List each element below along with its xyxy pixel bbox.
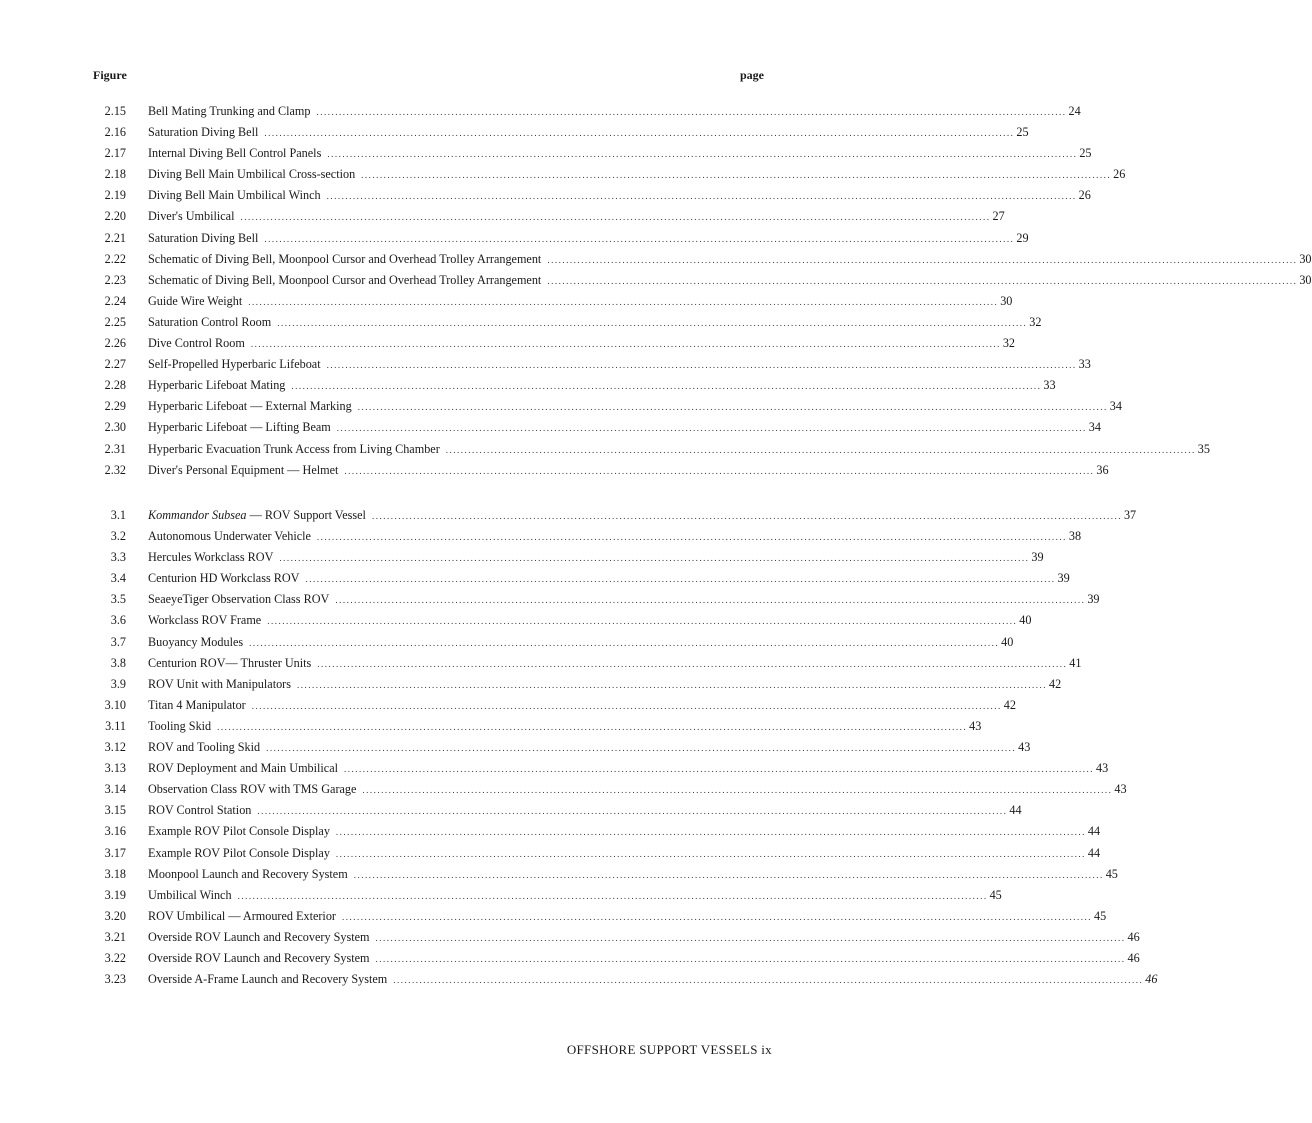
figure-number: 3.18 <box>104 866 126 881</box>
figure-list-section-3 <box>0 505 1158 990</box>
figure-title: ROV Control Station <box>148 803 252 818</box>
dot-leader: ........................................................................................................................................................................................................ <box>371 511 1122 521</box>
page-number: 43 <box>1114 782 1127 797</box>
figure-title: Example ROV Pilot Console Display <box>148 824 330 839</box>
toc-entry[interactable] <box>0 610 1032 631</box>
figure-title: Overside A-Frame Launch and Recovery System <box>148 972 388 987</box>
page-number: 27 <box>992 209 1005 224</box>
toc-entry[interactable] <box>0 843 1101 864</box>
dot-leader: ........................................................................................................................................................................................................ <box>251 700 1002 711</box>
page-number: 40 <box>1001 634 1014 649</box>
dot-leader: ........................................................................................................................................................................................................ <box>335 595 1086 606</box>
page-number: 44 <box>1009 803 1022 818</box>
page-number: 29 <box>1016 230 1029 245</box>
figure-number: 2.23 <box>104 272 126 287</box>
figure-number: 2.29 <box>104 399 126 414</box>
dot-leader: ........................................................................................................................................................................................................ <box>267 616 1018 627</box>
toc-entry[interactable] <box>0 333 1016 354</box>
page-number: 44 <box>1087 845 1101 860</box>
figure-number: 3.9 <box>110 676 126 691</box>
page-number: 32 <box>1029 314 1042 329</box>
figure-title: ROV and Tooling Skid <box>148 740 261 755</box>
figure-title: Saturation Control Room <box>148 314 272 329</box>
page-number: 35 <box>1197 441 1210 456</box>
dot-leader: ........................................................................................................................................................................................................ <box>336 423 1087 434</box>
figure-title: Centurion HD Workclass ROV <box>148 571 300 586</box>
toc-entry[interactable] <box>0 439 1210 460</box>
page-number: 24 <box>1068 104 1081 118</box>
page-number: 39 <box>1031 550 1044 565</box>
page-number: 46 <box>1127 950 1140 965</box>
figure-number: 3.7 <box>110 634 126 649</box>
dot-leader: ........................................................................................................................................................................................................ <box>237 890 988 901</box>
dot-leader: ........................................................................................................................................................................................................ <box>335 848 1086 859</box>
dot-leader: ........................................................................................................................................................................................................ <box>547 275 1298 286</box>
page-column-header: page <box>740 68 764 82</box>
figure-title: Saturation Diving Bell <box>148 125 259 140</box>
toc-entry[interactable] <box>0 228 1029 249</box>
page-number: 30 <box>1000 293 1013 308</box>
dot-leader: ........................................................................................................................................................................................................ <box>341 911 1092 922</box>
figure-number: 2.22 <box>104 251 126 266</box>
dot-leader: ........................................................................................................................................................................................................ <box>361 170 1112 181</box>
figure-number: 3.8 <box>110 655 126 670</box>
toc-entry[interactable] <box>0 821 1101 842</box>
toc-entry[interactable] <box>0 927 1140 948</box>
toc-entry[interactable] <box>0 716 982 737</box>
figure-title: Titan 4 Manipulator <box>148 697 246 712</box>
figure-title: Diver's Umbilical <box>148 209 235 224</box>
figure-number: 2.24 <box>104 293 126 308</box>
page-number: 45 <box>1093 908 1107 923</box>
figure-number: 3.2 <box>110 529 126 544</box>
figure-number: 3.3 <box>110 550 126 565</box>
page-number: 34 <box>1109 399 1122 414</box>
page-number: 26 <box>1078 188 1091 203</box>
toc-entry[interactable] <box>0 460 1109 481</box>
toc-entry[interactable] <box>0 906 1107 927</box>
dot-leader: ........................................................................................................................................................................................................ <box>375 932 1126 943</box>
dot-leader: ........................................................................................................................................................................................................ <box>296 679 1047 690</box>
figure-title: Diving Bell Main Umbilical Cross-section <box>148 167 356 182</box>
toc-entry[interactable] <box>0 779 1127 800</box>
figure-title: Saturation Diving Bell <box>148 230 259 245</box>
figure-title <box>148 505 366 526</box>
toc-entry[interactable] <box>0 396 1122 417</box>
page-number: 26 <box>1113 167 1126 182</box>
figure-title: Hyperbaric Lifeboat — External Marking <box>148 399 352 414</box>
figure-number: 3.4 <box>110 571 126 586</box>
figure-number: 3.20 <box>104 908 126 923</box>
figure-title: ROV Unit with Manipulators <box>148 676 291 691</box>
dot-leader: ........................................................................................................................................................................................................ <box>547 254 1298 265</box>
figure-title: ROV Deployment and Main Umbilical <box>148 761 339 776</box>
page-number: 39 <box>1087 592 1100 607</box>
page-number: 43 <box>1018 740 1031 755</box>
page-number: 46 <box>1127 929 1140 944</box>
dot-leader: ........................................................................................................................................................................................................ <box>249 637 1000 648</box>
page-number: 46 <box>1145 972 1158 987</box>
dot-leader: ........................................................................................................................................................................................................ <box>266 743 1017 754</box>
figure-number: 2.20 <box>104 209 126 224</box>
page-number: 30 <box>1299 272 1312 287</box>
figure-number: 2.18 <box>104 167 126 182</box>
dot-leader: ........................................................................................................................................................................................................ <box>316 532 1067 543</box>
toc-entry[interactable] <box>0 505 1137 526</box>
toc-entry[interactable] <box>0 526 1082 547</box>
toc-entry[interactable] <box>0 800 1022 821</box>
figure-number: 3.5 <box>110 592 126 607</box>
dot-leader: ........................................................................................................................................................................................................ <box>316 107 1067 117</box>
dot-leader: ........................................................................................................................................................................................................ <box>317 658 1068 669</box>
toc-entry[interactable] <box>0 375 1056 396</box>
toc-entry[interactable] <box>0 206 1005 227</box>
dot-leader: ........................................................................................................................................................................................................ <box>357 402 1108 413</box>
figure-number: 3.6 <box>110 613 126 628</box>
toc-entry[interactable] <box>0 354 1091 375</box>
toc-entry[interactable] <box>0 143 1092 164</box>
figure-title: Hercules Workclass ROV <box>148 550 274 565</box>
figure-number: 3.21 <box>104 929 126 944</box>
dot-leader: ........................................................................................................................................................................................................ <box>445 444 1196 455</box>
figure-title: Self-Propelled Hyperbaric Lifeboat <box>148 357 321 372</box>
figure-number: 3.23 <box>104 972 126 987</box>
figure-title: Workclass ROV Frame <box>148 613 262 628</box>
page-number: 34 <box>1088 420 1101 435</box>
dot-leader: ........................................................................................................................................................................................................ <box>393 975 1144 986</box>
page-number: 32 <box>1002 336 1016 351</box>
toc-entry[interactable] <box>0 547 1044 568</box>
toc-entry[interactable] <box>0 885 1002 906</box>
toc-entry[interactable] <box>0 185 1091 206</box>
toc-entry[interactable] <box>0 270 1312 291</box>
toc-entry[interactable] <box>0 101 1081 122</box>
dot-leader: ........................................................................................................................................................................................................ <box>279 553 1030 564</box>
figure-number: 3.19 <box>104 887 126 902</box>
dot-leader: ........................................................................................................................................................................................................ <box>257 806 1008 817</box>
running-footer: OFFSHORE SUPPORT VESSELS ix <box>566 1042 772 1057</box>
figure-title: Example ROV Pilot Console Display <box>148 845 330 860</box>
toc-entry[interactable] <box>0 312 1042 333</box>
page-number: 25 <box>1079 146 1092 161</box>
toc-entry[interactable] <box>0 249 1312 270</box>
page-number: 30 <box>1299 251 1312 266</box>
toc-entry[interactable] <box>0 653 1082 674</box>
page-number: 45 <box>989 887 1002 902</box>
figure-column-header: Figure <box>93 68 127 82</box>
figure-number: 2.30 <box>104 420 126 435</box>
dot-leader: ........................................................................................................................................................................................................ <box>291 381 1042 392</box>
toc-entry[interactable] <box>0 674 1062 695</box>
dot-leader: ........................................................................................................................................................................................................ <box>362 785 1113 796</box>
figure-title: Hyperbaric Lifeboat Mating <box>148 378 286 393</box>
page-number: 33 <box>1078 357 1091 372</box>
page-number: 36 <box>1096 462 1109 477</box>
figure-number: 2.21 <box>104 230 126 245</box>
vessel-name: Kommandor Subsea <box>148 508 247 522</box>
dot-leader: ........................................................................................................................................................................................................ <box>375 953 1126 964</box>
dot-leader: ........................................................................................................................................................................................................ <box>326 360 1077 371</box>
figure-title: Tooling Skid <box>148 718 212 733</box>
toc-entry[interactable] <box>0 164 1126 185</box>
dot-leader: ........................................................................................................................................................................................................ <box>326 191 1077 202</box>
page-number: 33 <box>1043 378 1056 393</box>
toc-entry[interactable] <box>0 737 1031 758</box>
toc-entry[interactable] <box>0 948 1140 969</box>
figure-title: Hyperbaric Evacuation Trunk Access from Living Chamber <box>148 441 440 456</box>
figure-number: 2.27 <box>104 357 126 372</box>
figure-number: 3.16 <box>104 824 126 839</box>
figure-number: 3.22 <box>104 950 126 965</box>
page-number: 42 <box>1048 676 1062 691</box>
figure-title: Hyperbaric Lifeboat — Lifting Beam <box>148 420 331 435</box>
figure-title: Moonpool Launch and Recovery System <box>148 866 348 881</box>
figure-number: 3.11 <box>105 718 126 733</box>
dot-leader: ........................................................................................................................................................................................................ <box>217 721 968 732</box>
dot-leader: ........................................................................................................................................................................................................ <box>250 339 1001 350</box>
toc-entry[interactable] <box>0 632 1014 653</box>
figure-number: 3.14 <box>104 782 126 797</box>
page-number: 39 <box>1057 571 1070 586</box>
figure-title: Dive Control Room <box>148 336 245 351</box>
figure-number: 3.13 <box>104 761 126 776</box>
page-number: 42 <box>1003 697 1016 712</box>
figure-number: 2.26 <box>104 336 126 351</box>
page-number: 25 <box>1016 125 1029 140</box>
toc-entry[interactable] <box>0 969 1158 990</box>
figure-list-section-2 <box>0 101 1312 481</box>
figure-number: 2.28 <box>104 378 126 393</box>
figure-title-rest: — ROV Support Vessel <box>246 508 366 522</box>
page-number: 37 <box>1123 508 1137 522</box>
figure-title: Guide Wire Weight <box>148 293 243 308</box>
dot-leader: ........................................................................................................................................................................................................ <box>353 869 1104 880</box>
page-number: 40 <box>1019 613 1032 628</box>
figure-title: Overside ROV Launch and Recovery System <box>148 950 370 965</box>
figure-number: 2.31 <box>104 441 126 456</box>
page-number: 43 <box>1096 761 1109 776</box>
figure-title: Bell Mating Trunking and Clamp <box>148 104 311 118</box>
figure-title: Diver's Personal Equipment — Helmet <box>148 462 339 477</box>
figure-title: Schematic of Diving Bell, Moonpool Cursor and Overhead Trolley Arrangement <box>148 272 542 287</box>
dot-leader: ........................................................................................................................................................................................................ <box>327 149 1078 160</box>
figure-title: Umbilical Winch <box>148 887 232 902</box>
page-number: 44 <box>1087 824 1101 839</box>
figure-title: Internal Diving Bell Control Panels <box>148 146 322 161</box>
figure-title: Schematic of Diving Bell, Moonpool Cursor and Overhead Trolley Arrangement <box>148 251 542 266</box>
figure-number: 3.1 <box>110 508 126 522</box>
toc-entry[interactable] <box>0 291 1013 312</box>
figure-number: 2.16 <box>104 125 126 140</box>
dot-leader: ........................................................................................................................................................................................................ <box>344 465 1095 476</box>
figure-number: 2.15 <box>104 104 126 118</box>
figure-number: 3.10 <box>104 697 126 712</box>
toc-entry[interactable] <box>0 122 1029 143</box>
page-number: 43 <box>969 718 982 733</box>
figure-number: 3.12 <box>104 740 126 755</box>
dot-leader: ........................................................................................................................................................................................................ <box>264 128 1015 139</box>
figure-title: Observation Class ROV with TMS Garage <box>148 782 357 797</box>
figure-title: Centurion ROV— Thruster Units <box>148 655 312 670</box>
page-number: 38 <box>1068 529 1082 544</box>
dot-leader: ........................................................................................................................................................................................................ <box>264 233 1015 244</box>
toc-entry[interactable] <box>0 864 1118 885</box>
page-number: 45 <box>1105 866 1118 881</box>
dot-leader: ........................................................................................................................................................................................................ <box>277 317 1028 328</box>
figure-title: Overside ROV Launch and Recovery System <box>148 929 370 944</box>
page-number: 41 <box>1069 655 1082 670</box>
dot-leader: ........................................................................................................................................................................................................ <box>240 212 991 223</box>
toc-entry[interactable] <box>0 695 1016 716</box>
figure-number: 2.25 <box>104 314 126 329</box>
figure-title: SeaeyeTiger Observation Class ROV <box>148 592 330 607</box>
toc-entry[interactable] <box>0 589 1100 610</box>
figure-title: Buoyancy Modules <box>148 634 244 649</box>
figure-number: 3.17 <box>104 845 126 860</box>
figure-title: Diving Bell Main Umbilical Winch <box>148 188 321 203</box>
toc-entry[interactable] <box>0 568 1070 589</box>
figure-title: Autonomous Underwater Vehicle <box>148 529 311 544</box>
dot-leader: ........................................................................................................................................................................................................ <box>344 764 1095 775</box>
dot-leader: ........................................................................................................................................................................................................ <box>305 574 1056 585</box>
figure-number: 2.32 <box>104 462 126 477</box>
figure-number: 2.19 <box>104 188 126 203</box>
figure-title: ROV Umbilical — Armoured Exterior <box>148 908 336 923</box>
toc-entry[interactable] <box>0 417 1101 438</box>
toc-entry[interactable] <box>0 758 1109 779</box>
dot-leader: ........................................................................................................................................................................................................ <box>335 827 1086 838</box>
figure-number: 2.17 <box>104 146 126 161</box>
figure-number: 3.15 <box>104 803 126 818</box>
dot-leader: ........................................................................................................................................................................................................ <box>248 296 999 307</box>
